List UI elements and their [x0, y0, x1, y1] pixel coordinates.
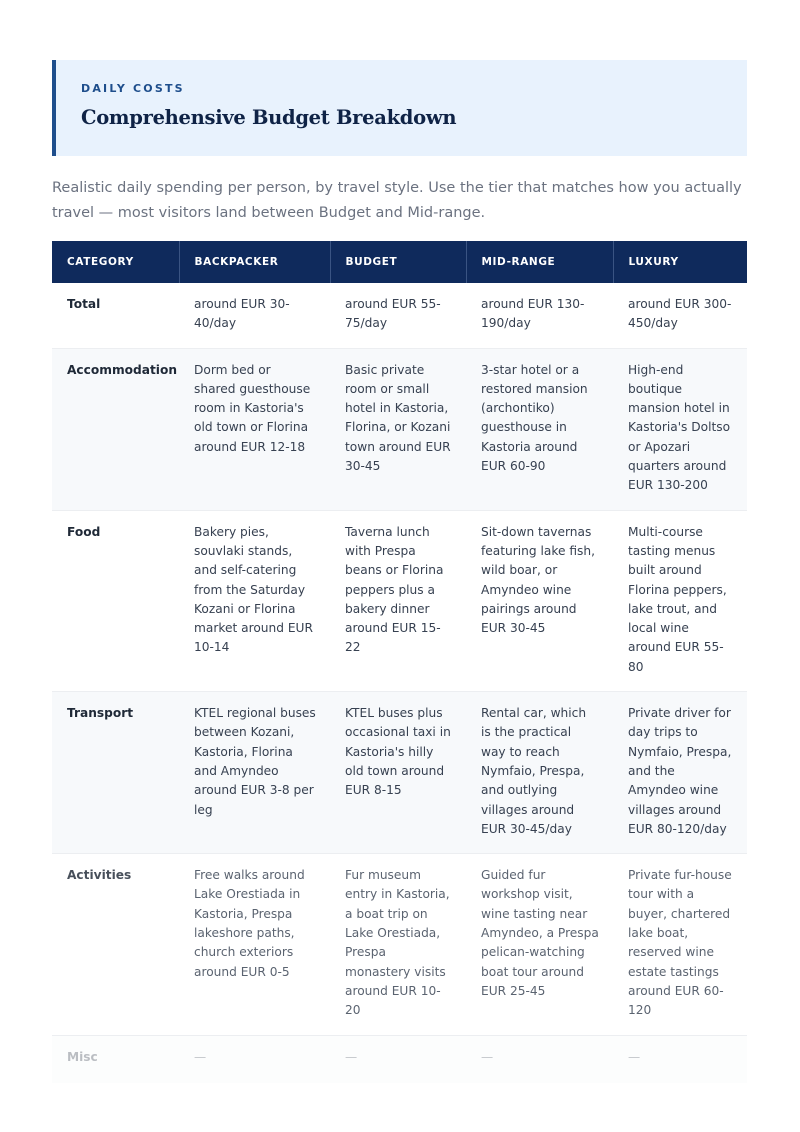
cell-budget: KTEL buses plus occasional taxi in Kastoria's hilly old town around EUR 8-15	[330, 692, 466, 854]
page-title: Comprehensive Budget Breakdown	[81, 106, 457, 129]
cell-luxury: around EUR 300-450/day	[613, 283, 747, 348]
cell-luxury: Multi-course tasting menus built around Florina peppers, lake trout, and local wine around EUR 55-80	[613, 510, 747, 691]
table-row-total	[52, 283, 747, 348]
column-header-backpacker: BACKPACKER	[179, 241, 330, 283]
section-header	[52, 60, 747, 156]
table-row-transport	[52, 692, 747, 854]
cell-mid-range: —	[466, 1035, 613, 1083]
cell-luxury: High-end boutique mansion hotel in Kastoria's Doltso or Apozari quarters around EUR 130-200	[613, 348, 747, 510]
table-row-food	[52, 510, 747, 691]
table-row-misc	[52, 1035, 747, 1083]
cell-mid-range: Sit-down tavernas featuring lake fish, wild boar, or Amyndeo wine pairings around EUR 30-45	[466, 510, 613, 691]
cell-mid-range: Guided fur workshop visit, wine tasting near Amyndeo, a Prespa pelican-watching boat tour around EUR 25-45	[466, 854, 613, 1035]
table-header-row	[52, 241, 747, 283]
cell-budget: around EUR 55-75/day	[330, 283, 466, 348]
row-category: Activities	[52, 854, 179, 1035]
row-category: Total	[52, 283, 179, 348]
cell-backpacker: around EUR 30-40/day	[179, 283, 330, 348]
cell-mid-range: around EUR 130-190/day	[466, 283, 613, 348]
cell-budget: Basic private room or small hotel in Kastoria, Florina, or Kozani town around EUR 30-45	[330, 348, 466, 510]
column-header-category: CATEGORY	[52, 241, 179, 283]
cell-backpacker: Dorm bed or shared guesthouse room in Kastoria's old town or Florina around EUR 12-18	[179, 348, 330, 510]
budget-table	[52, 241, 747, 1083]
cell-budget: —	[330, 1035, 466, 1083]
column-header-budget: BUDGET	[330, 241, 466, 283]
cell-budget: Fur museum entry in Kastoria, a boat trip on Lake Orestiada, Prespa monastery visits around EUR 10-20	[330, 854, 466, 1035]
cell-mid-range: Rental car, which is the practical way to reach Nymfaio, Prespa, and outlying villages around EUR 30-45/day	[466, 692, 613, 854]
cell-backpacker: Bakery pies, souvlaki stands, and self-catering from the Saturday Kozani or Florina market around EUR 10-14	[179, 510, 330, 691]
cell-luxury: Private driver for day trips to Nymfaio, Prespa, and the Amyndeo wine villages around EUR 80-120/day	[613, 692, 747, 854]
column-header-luxury: LUXURY	[613, 241, 747, 283]
cell-backpacker: Free walks around Lake Orestiada in Kastoria, Prespa lakeshore paths, church exteriors around EUR 0-5	[179, 854, 330, 1035]
cell-backpacker: —	[179, 1035, 330, 1083]
cell-backpacker: KTEL regional buses between Kozani, Kastoria, Florina and Amyndeo around EUR 3-8 per leg	[179, 692, 330, 854]
table-row-accommodation	[52, 348, 747, 510]
intro-text: Realistic daily spending per person, by travel style. Use the tier that matches how you actually travel — most visitors land between Budget and Mid-range.	[52, 180, 742, 221]
cell-luxury: Private fur-house tour with a buyer, chartered lake boat, reserved wine estate tastings around EUR 60-120	[613, 854, 747, 1035]
cell-mid-range: 3-star hotel or a restored mansion (archontiko) guesthouse in Kastoria around EUR 60-90	[466, 348, 613, 510]
row-category: Accommodation	[52, 348, 179, 510]
section-eyebrow: DAILY COSTS	[81, 82, 185, 95]
row-category: Misc	[52, 1035, 179, 1083]
column-header-mid-range: MID-RANGE	[466, 241, 613, 283]
row-category: Transport	[52, 692, 179, 854]
table-row-activities	[52, 854, 747, 1035]
cell-budget: Taverna lunch with Prespa beans or Florina peppers plus a bakery dinner around EUR 15-22	[330, 510, 466, 691]
cell-luxury: —	[613, 1035, 747, 1083]
row-category: Food	[52, 510, 179, 691]
